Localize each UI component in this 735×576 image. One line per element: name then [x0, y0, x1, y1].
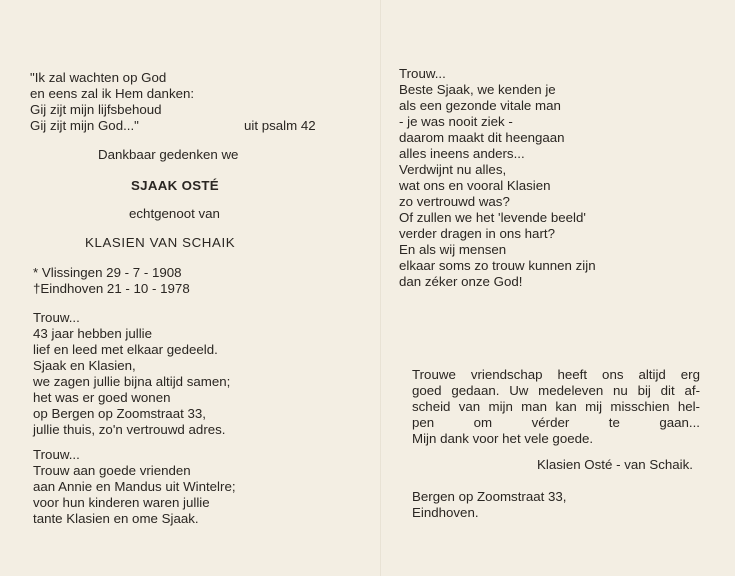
- stanza-line: dan zéker onze God!: [399, 274, 523, 289]
- thanks-closing: Mijn dank voor het vele goede.: [412, 431, 594, 446]
- thanks-line: pen om vérder te gaan...: [412, 415, 700, 430]
- stanza-line: 43 jaar hebben jullie: [33, 326, 153, 341]
- stanza-line: Trouw...: [33, 310, 80, 325]
- stanza-line: alles ineens anders...: [399, 146, 525, 161]
- signature: Klasien Osté - van Schaik.: [537, 457, 693, 472]
- stanza-line: Trouw aan goede vrienden: [33, 463, 191, 478]
- poem-line: Gij zijt mijn God...": [30, 118, 139, 133]
- stanza-line: verder dragen in ons hart?: [399, 226, 555, 241]
- death-date: †Eindhoven 21 - 10 - 1978: [33, 281, 190, 296]
- stanza-line: lief en leed met elkaar gedeeld.: [33, 342, 218, 357]
- address-line: Eindhoven.: [412, 505, 479, 520]
- stanza-line: het was er goed wonen: [33, 390, 171, 405]
- birth-date: * Vlissingen 29 - 7 - 1908: [33, 265, 182, 280]
- stanza-one: [33, 310, 230, 438]
- stanza-line: tante Klasien en ome Sjaak.: [33, 511, 199, 526]
- stanza-line: we zagen jullie bijna altijd samen;: [33, 374, 231, 389]
- stanza-line: elkaar soms zo trouw kunnen zijn: [399, 258, 596, 273]
- stanza-line: En als wij mensen: [399, 242, 507, 257]
- spouse-name: KLASIEN VAN SCHAIK: [85, 235, 236, 250]
- poem-line: "Ik zal wachten op God: [30, 70, 167, 85]
- stanza-line: - je was nooit ziek -: [399, 114, 513, 129]
- thanks-line: Trouwe vriendschap heeft ons altijd erg: [412, 367, 700, 382]
- psalm-quote: [30, 70, 194, 134]
- stanza-line: Sjaak en Klasien,: [33, 358, 136, 373]
- stanza-line: Trouw...: [399, 66, 446, 81]
- thanks-line: goed gedaan. Uw medeleven nu bij dit af-: [412, 383, 700, 398]
- psalm-source: uit psalm 42: [244, 118, 316, 133]
- stanza-line: voor hun kinderen waren jullie: [33, 495, 210, 510]
- stanza-three: [399, 66, 596, 290]
- stanza-line: wat ons en vooral Klasien: [399, 178, 551, 193]
- intro-text: Dankbaar gedenken we: [98, 147, 239, 162]
- stanza-line: Of zullen we het 'levende beeld': [399, 210, 586, 225]
- stanza-line: op Bergen op Zoomstraat 33,: [33, 406, 206, 421]
- stanza-two: [33, 447, 236, 527]
- stanza-line: Beste Sjaak, we kenden je: [399, 82, 556, 97]
- right-page: [382, 0, 735, 576]
- relation-text: echtgenoot van: [129, 206, 220, 221]
- stanza-line: Verdwijnt nu alles,: [399, 162, 507, 177]
- stanza-line: aan Annie en Mandus uit Wintelre;: [33, 479, 236, 494]
- deceased-name: SJAAK OSTÉ: [131, 178, 219, 193]
- stanza-line: jullie thuis, zo'n vertrouwd adres.: [33, 422, 226, 437]
- poem-line: en eens zal ik Hem danken:: [30, 86, 195, 101]
- thanks-line: scheid van mijn man kan mij misschien hel-: [412, 399, 700, 414]
- address: [412, 489, 566, 521]
- address-line: Bergen op Zoomstraat 33,: [412, 489, 567, 504]
- stanza-line: Trouw...: [33, 447, 80, 462]
- stanza-line: daarom maakt dit heengaan: [399, 130, 565, 145]
- stanza-line: als een gezonde vitale man: [399, 98, 561, 113]
- stanza-line: zo vertrouwd was?: [399, 194, 510, 209]
- thanks-paragraph: [412, 367, 700, 431]
- poem-line: Gij zijt mijn lijfsbehoud: [30, 102, 162, 117]
